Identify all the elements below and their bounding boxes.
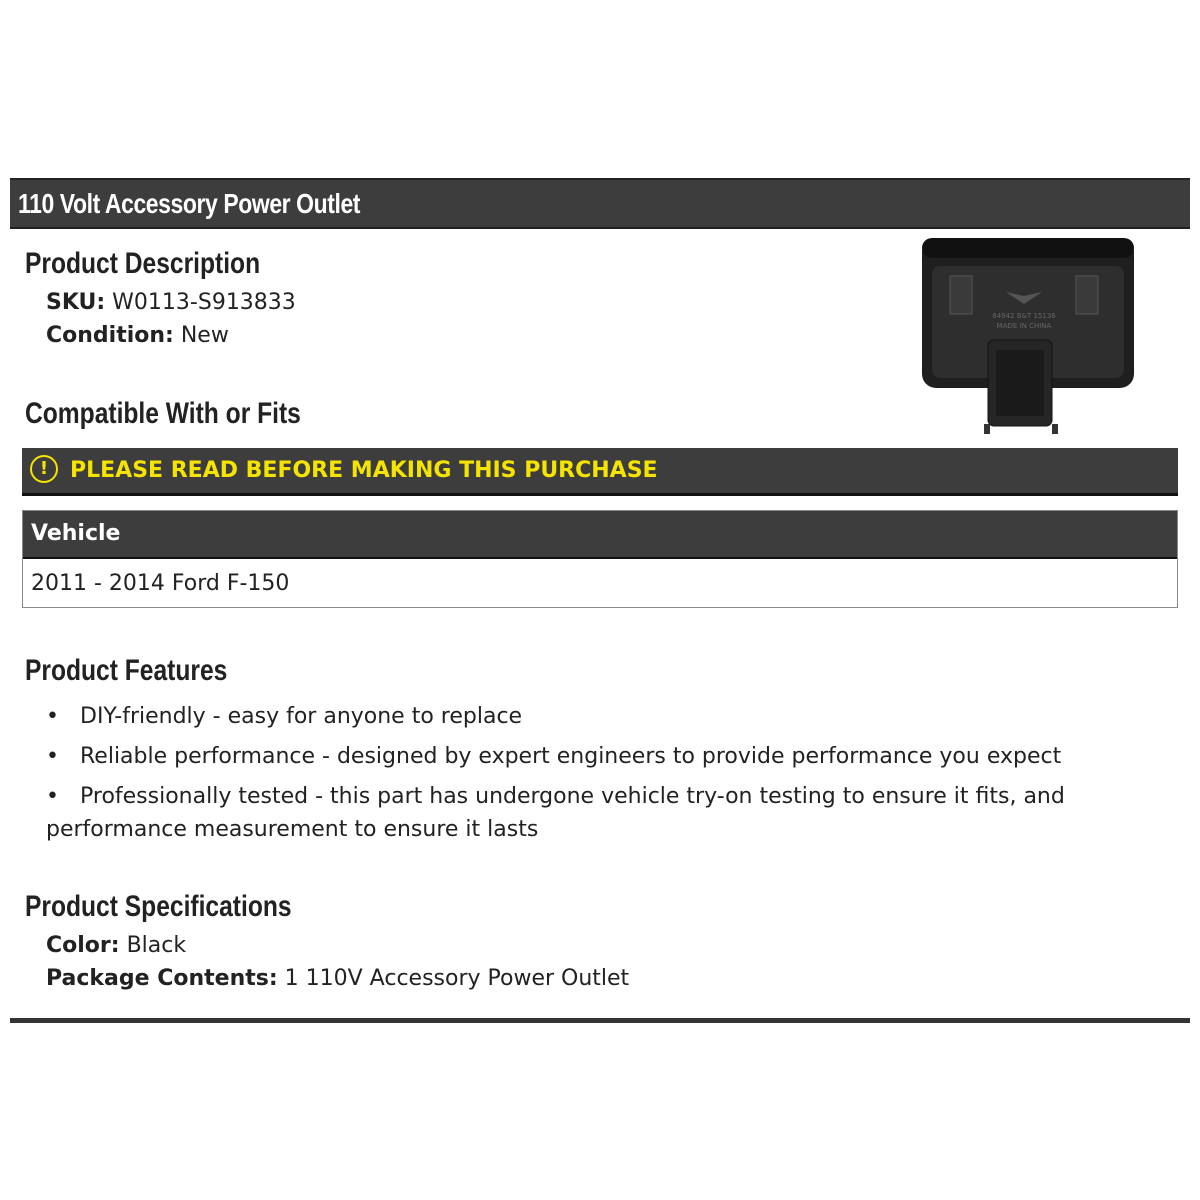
imprint-line2: MADE IN CHINA: [996, 322, 1052, 330]
vehicle-table: [22, 510, 1178, 608]
feature-list-item: • Professionally tested - this part has undergone vehicle try-on testing to ensure it fits, and performance measurement to ensure it lasts: [46, 780, 1106, 846]
color-label: Color:: [46, 933, 120, 958]
condition-value: New: [180, 323, 229, 348]
sku-value: W0113-S913833: [112, 290, 296, 315]
condition-label: Condition:: [46, 323, 174, 348]
package-value: 1 110V Accessory Power Outlet: [284, 966, 630, 991]
feature-list-item: • Reliable performance - designed by expert engineers to provide performance you expect: [46, 740, 1106, 773]
vehicle-column-label: Vehicle: [31, 521, 121, 546]
bullet-icon: •: [46, 704, 59, 729]
product-specifications-heading: Product Specifications: [25, 890, 292, 923]
color-row: [46, 933, 186, 958]
title-bar: [10, 178, 1190, 229]
vehicle-row: 2011 - 2014 Ford F-150: [31, 571, 290, 596]
purchase-warning-banner: [22, 448, 1178, 496]
warning-icon: !: [30, 455, 58, 483]
warning-text: PLEASE READ BEFORE MAKING THIS PURCHASE: [70, 458, 658, 483]
sku-label: SKU:: [46, 290, 106, 315]
imprint-line1: 84942 B&T 15136: [992, 312, 1056, 320]
product-description-heading: Product Description: [25, 247, 261, 280]
feature-list-item: • DIY-friendly - easy for anyone to replace: [46, 700, 1106, 733]
package-label: Package Contents:: [46, 966, 278, 991]
color-value: Black: [126, 933, 187, 958]
page-title: 110 Volt Accessory Power Outlet: [18, 188, 361, 219]
product-features-heading: Product Features: [25, 654, 228, 687]
sku-row: [46, 290, 296, 315]
bullet-icon: •: [46, 784, 59, 809]
compatibility-heading: Compatible With or Fits: [25, 397, 301, 430]
product-image: [918, 236, 1140, 436]
bullet-icon: •: [46, 744, 59, 769]
vehicle-table-header: [23, 511, 1177, 559]
package-row: [46, 966, 629, 991]
condition-row: [46, 323, 229, 348]
bottom-divider: [10, 1018, 1190, 1023]
